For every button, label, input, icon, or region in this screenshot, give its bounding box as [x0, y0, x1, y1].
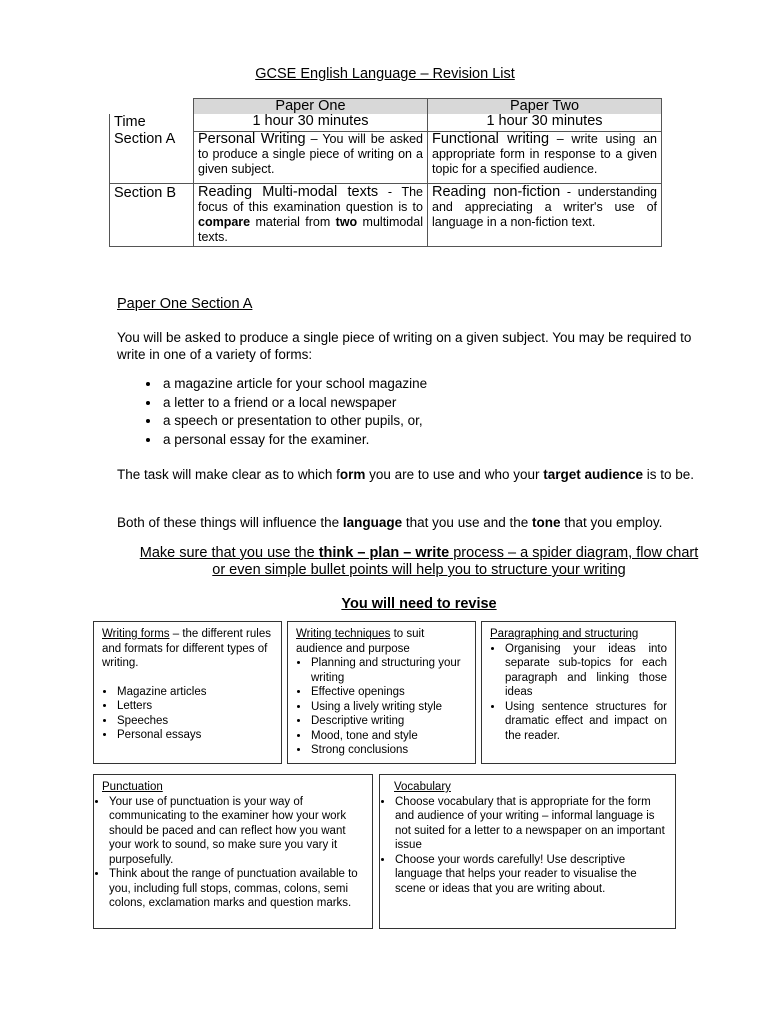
- task-text-c: you are to use and who your: [365, 467, 544, 482]
- both-text-c: that you use and the: [402, 515, 533, 530]
- list-item: • Strong conclusions: [310, 743, 467, 758]
- nonfiction-desc: - understanding and appreciating a writer's use of language in a non-fiction text.: [432, 184, 657, 229]
- multimodal-desc-a: - The focus of this examination question is to: [198, 184, 423, 214]
- functional-writing-lead: Functional writing: [432, 130, 550, 147]
- think-plan-write: think – plan – write: [318, 545, 450, 561]
- section-b-paper-two: [428, 183, 662, 246]
- writing-forms-desc: [102, 627, 273, 671]
- list-item: • Mood, tone and style: [310, 729, 467, 744]
- list-item: • Your use of punctuation is your way of communicating to the examiner how your work should be paced and can reflect how you want your work to sound, so make sure you vary it purposefully.: [108, 795, 364, 868]
- list-item: • Personal essays: [116, 728, 273, 743]
- multimodal-desc-e: multimodal texts.: [198, 214, 423, 244]
- time-paper-two: 1 hour 30 minutes: [428, 114, 662, 131]
- both-text-a: Both of these things will influence the: [117, 515, 343, 530]
- writing-techniques-text: to suit audience and purpose: [296, 628, 425, 655]
- section-a-paper-one: [194, 131, 428, 183]
- list-item: • Speeches: [116, 714, 273, 729]
- task-target-audience: target audience: [543, 467, 644, 482]
- section-a-paper-two: [428, 131, 662, 183]
- both-paragraph: [117, 514, 717, 531]
- papers-table: [109, 98, 662, 247]
- task-text-e: is to be.: [643, 467, 695, 482]
- think-text-d: or even simple bullet points will help you to structure your writing: [212, 562, 626, 578]
- vocabulary-title: Vocabulary: [394, 781, 451, 793]
- writing-techniques-list: [296, 656, 467, 758]
- writing-techniques-desc: [296, 627, 467, 656]
- section-a-heading: Paper One Section A: [117, 296, 253, 312]
- punctuation-list: [98, 795, 364, 911]
- both-tone: tone: [532, 515, 561, 530]
- list-item: • Using sentence structures for dramatic effect and impact on the reader.: [504, 700, 667, 744]
- personal-writing-desc: – You will be asked to produce a single piece of writing on a given subject.: [198, 131, 423, 176]
- punctuation-title: Punctuation: [102, 781, 163, 793]
- row-label-section-a: Section A: [110, 131, 194, 183]
- table-header-row: [110, 99, 662, 115]
- table-row-time: [110, 114, 662, 131]
- writing-techniques-box: [287, 621, 476, 764]
- think-text-c: process – a spider diagram, flow chart: [449, 545, 699, 561]
- header-paper-one: Paper One: [194, 99, 428, 115]
- list-item: • a personal essay for the examiner.: [161, 431, 427, 450]
- row-label-time: Time: [110, 114, 194, 131]
- time-paper-one: 1 hour 30 minutes: [194, 114, 428, 131]
- table-header-blank: [110, 99, 194, 115]
- multimodal-compare: compare: [198, 214, 251, 229]
- revise-heading: You will need to revise: [341, 596, 497, 612]
- both-text-e: that you employ.: [560, 515, 663, 530]
- table-row-section-a: [110, 131, 662, 183]
- both-language: language: [342, 515, 403, 530]
- list-item: • Planning and structuring your writing: [310, 656, 467, 685]
- functional-writing-desc: – write using an appropriate form in response to a given topic for a specified audience.: [432, 131, 657, 176]
- list-item: • Effective openings: [310, 685, 467, 700]
- paragraphing-box: [481, 621, 676, 764]
- list-item: • Magazine articles: [116, 685, 273, 700]
- writing-forms-list: [102, 685, 273, 743]
- think-text-a: Make sure that you use the: [139, 545, 319, 561]
- page-title: GCSE English Language – Revision List: [255, 66, 515, 82]
- paragraphing-list: [490, 642, 667, 744]
- list-item: • Descriptive writing: [310, 714, 467, 729]
- writing-forms-text: – the different rules and formats for different types of writing.: [102, 628, 271, 669]
- list-item: • a letter to a friend or a local newspaper: [161, 394, 427, 413]
- paragraphing-title: Paragraphing and structuring: [490, 628, 639, 640]
- list-item: • Choose your words carefully! Use descriptive language that helps your reader to visualise the scene or ideas that you are writing about.: [394, 853, 667, 897]
- punctuation-box: [93, 774, 373, 929]
- multimodal-desc-c: material from: [250, 214, 336, 229]
- vocabulary-list: [384, 795, 667, 897]
- list-item: • Think about the range of punctuation available to you, including full stops, commas, colons, semi colons, exclamation marks and question marks.: [108, 867, 364, 911]
- reading-multimodal-lead: Reading Multi-modal texts: [198, 183, 379, 200]
- list-item: • Letters: [116, 699, 273, 714]
- task-text-a: The task will make clear as to which f: [117, 467, 340, 482]
- task-form: orm: [339, 467, 366, 482]
- writing-forms-box: [93, 621, 282, 764]
- list-item: • Choose vocabulary that is appropriate for the form and audience of your writing – informal language is not suited for a letter to a newspaper on an important issue: [394, 795, 667, 853]
- vocabulary-box: [379, 774, 676, 929]
- forms-list: [117, 375, 427, 449]
- writing-techniques-title: Writing techniques: [296, 628, 391, 640]
- reading-nonfiction-lead: Reading non-fiction: [432, 183, 561, 200]
- list-item: • Using a lively writing style: [310, 700, 467, 715]
- section-a-intro: You will be asked to produce a single piece of writing on a given subject. You may be required to write in one of a variety of forms:: [117, 330, 692, 362]
- personal-writing-lead: Personal Writing: [198, 130, 306, 147]
- list-item: • a magazine article for your school magazine: [161, 375, 427, 394]
- row-label-section-b: Section B: [110, 183, 194, 246]
- writing-forms-title: Writing forms: [102, 628, 170, 640]
- header-paper-two: Paper Two: [428, 99, 662, 115]
- think-plan-write-note: [0, 545, 770, 579]
- list-item: • Organising your ideas into separate sub-topics for each paragraph and linking those ideas: [504, 642, 667, 700]
- table-row-section-b: [110, 183, 662, 246]
- section-b-paper-one: [194, 183, 428, 246]
- multimodal-two: two: [335, 214, 358, 229]
- list-item: • a speech or presentation to other pupils, or,: [161, 412, 427, 431]
- task-paragraph: [117, 466, 707, 483]
